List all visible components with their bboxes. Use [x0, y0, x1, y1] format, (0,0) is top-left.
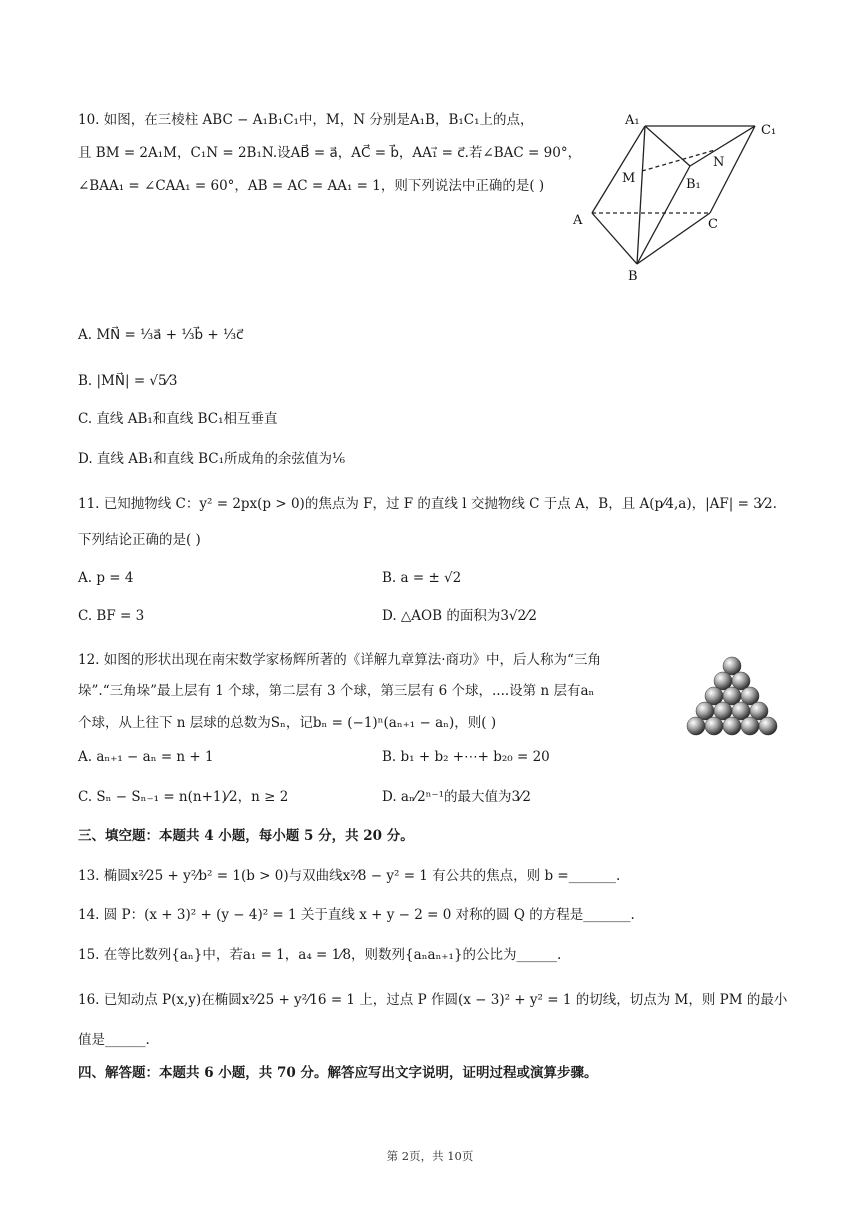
- q10-line-2: 且 BM = 2A₁M，C₁N = 2B₁N.设AB⃗ = a⃗，AC⃗ = b⃗，AA₁⃗ = c⃗.若∠BAC = 90°，: [78, 145, 582, 161]
- q12-line-1: 12. 如图的形状出现在南宋数学家杨辉所著的《详解九章算法·商功》中，后人称为“三角: [78, 652, 601, 668]
- q12-option-a: A. aₙ₊₁ − aₙ = n + 1: [78, 749, 214, 765]
- q10-option-c: C. 直线 AB₁和直线 BC₁相互垂直: [78, 411, 278, 427]
- q10-line-1: 10. 如图，在三棱柱 ABC − A₁B₁C₁中，M，N 分别是A₁B，B₁C₁上的点，: [78, 112, 534, 128]
- q11-option-c: C. BF = 3: [78, 608, 145, 624]
- q15: 15. 在等比数列{aₙ}中，若a₁ = 1，a₄ = 1⁄8，则数列{aₙaₙ₊₁}的公比为______.: [78, 947, 562, 963]
- q12-line-2: 垛”.“三角垛”最上层有 1 个球，第二层有 3 个球，第三层有 6 个球，....设第 n 层有aₙ: [78, 683, 595, 699]
- q11-option-d: D. △AOB 的面积为3√2⁄2: [382, 608, 537, 624]
- label-c: C: [708, 217, 718, 232]
- q12-line-3: 个球，从上往下 n 层球的总数为Sₙ，记bₙ = (−1)ⁿ(aₙ₊₁ − aₙ)，则( ): [78, 715, 497, 731]
- q11-option-b: B. a = ± √2: [382, 570, 462, 586]
- ball-pyramid-figure: [682, 652, 782, 744]
- q11-option-a: A. p = 4: [78, 570, 134, 586]
- label-a1: A₁: [625, 113, 640, 128]
- q12-option-d: D. aₙ⁄2ⁿ⁻¹的最大值为3⁄2: [382, 789, 531, 805]
- q10-option-b: B. |MN⃗| = √5⁄3: [78, 373, 178, 389]
- q11-line-1: 11. 已知抛物线 C：y² = 2px(p > 0)的焦点为 F，过 F 的直线 l 交抛物线 C 于点 A，B，且 A(p⁄4,a)，|AF| = 3⁄2.: [78, 496, 777, 512]
- section-solutions-heading: 四、解答题：本题共 6 小题，共 70 分。解答应写出文字说明，证明过程或演算步骤。: [78, 1065, 598, 1081]
- q16-line-1: 16. 已知动点 P(x,y)在椭圆x²⁄25 + y²⁄16 = 1 上，过点 P 作圆(x − 3)² + y² = 1 的切线，切点为 M，则 PM 的最小: [78, 992, 788, 1008]
- page-footer: 第 2页，共 10页: [386, 1149, 474, 1163]
- q10-line-3: ∠BAA₁ = ∠CAA₁ = 60°，AB = AC = AA₁ = 1，则下列说法中正确的是( ): [78, 178, 545, 194]
- q16-line-2: 值是______.: [78, 1032, 150, 1048]
- label-n: N: [713, 155, 725, 170]
- label-m: M: [622, 171, 636, 186]
- section-fill-in-heading: 三、填空题：本题共 4 小题，每小题 5 分，共 20 分。: [78, 828, 414, 844]
- q13: 13. 椭圆x²⁄25 + y²⁄b² = 1(b > 0)与双曲线x²⁄8 − y² = 1 有公共的焦点，则 b =_______.: [78, 868, 621, 884]
- label-c1: C₁: [761, 123, 777, 138]
- q14: 14. 圆 P：(x + 3)² + (y − 4)² = 1 关于直线 x + y − 2 = 0 对称的圆 Q 的方程是_______.: [78, 907, 635, 923]
- label-a: A: [573, 213, 583, 228]
- prism-figure: [565, 108, 790, 283]
- label-b1: B₁: [686, 177, 701, 192]
- q10-option-a: A. MN⃗ = ⅓a⃗ + ⅓b⃗ + ⅓c⃗: [78, 327, 244, 343]
- q11-line-2: 下列结论正确的是( ): [78, 532, 201, 548]
- label-b: B: [628, 269, 638, 283]
- q10-option-d: D. 直线 AB₁和直线 BC₁所成角的余弦值为⅙: [78, 451, 346, 467]
- q12-option-c: C. Sₙ − Sₙ₋₁ = n(n+1)⁄2，n ≥ 2: [78, 789, 289, 805]
- q12-option-b: B. b₁ + b₂ +⋯+ b₂₀ = 20: [382, 749, 550, 765]
